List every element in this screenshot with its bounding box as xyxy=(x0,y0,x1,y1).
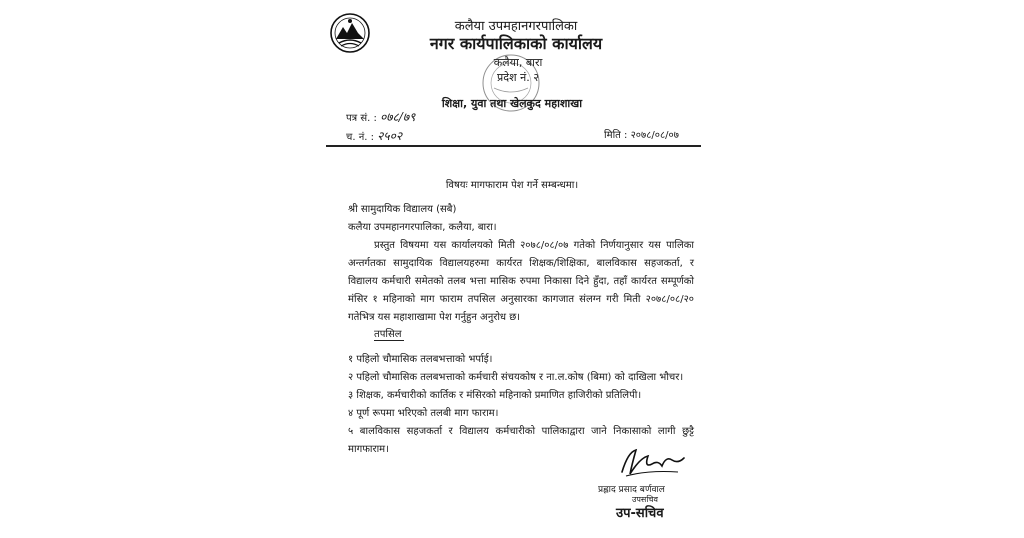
signatory-designation-small: उपसचिव xyxy=(632,495,658,504)
tapsil-underline xyxy=(374,340,404,341)
list-item: २ पहिलो चौमासिक तलबभत्ताको कर्मचारी संचयकोष र ना.ल.कोष (बिमा) को दाखिला भौचर। xyxy=(348,372,684,383)
letter-date xyxy=(604,127,679,141)
chalani-value: २५०२ xyxy=(377,129,403,143)
date-value: २०७८/०८/०७ xyxy=(630,130,679,141)
letter-subject: विषयः मागफाराम पेश गर्ने सम्बन्धमा। xyxy=(445,180,579,191)
header-divider xyxy=(326,145,701,147)
office-name: नगर कार्यपालिकाको कार्यालय xyxy=(429,34,603,53)
office-city: कलैया, बारा xyxy=(493,56,543,69)
tapsil-heading: तपसिल xyxy=(374,329,402,340)
addressee-line-1: श्री सामुदायिक विद्यालय (सबै) xyxy=(348,204,457,215)
branch-name: शिक्षा, युवा तथा खेलकुद महाशाखा xyxy=(441,97,583,110)
list-item: ३ शिक्षक, कर्मचारीको कार्तिक र मंसिरको महिनाको प्रमाणित हाजिरीको प्रतिलिपी। xyxy=(348,390,642,401)
signatory-designation-stamp: उप-सचिव xyxy=(616,506,664,521)
signatory-name: प्रह्लाद प्रसाद बर्णवाल xyxy=(598,485,665,495)
municipality-name: कलैया उपमहानगरपालिका xyxy=(454,19,578,34)
list-item: ५ बालविकास सहजकर्ता र विद्यालय कर्मचारीको पालिकाद्वारा जाने निकासाको लागी छुट्टै xyxy=(348,426,694,437)
addressee-line-2: कलैया उपमहानगरपालिका, कलैया, बारा। xyxy=(348,222,497,233)
patra-label: पत्र सं. : xyxy=(346,113,377,124)
body-line: अन्तर्गतका सामुदायिक विद्यालयहरुमा कार्यरत शिक्षक/शिक्षिका, बालविकास सहजकर्ता, र xyxy=(348,258,694,269)
office-province: प्रदेश नं. २ xyxy=(497,71,539,84)
chalani-number xyxy=(346,127,402,144)
list-item: ४ पूर्ण रूपमा भरिएको तलबी माग फाराम। xyxy=(348,408,499,419)
letter-body xyxy=(348,237,694,327)
body-line: मंसिर १ महिनाको माग फाराम तपसिल अनुसारका कागजात संलग्न गरी मिती २०७८/०८/२० xyxy=(348,294,694,305)
date-label: मिति : xyxy=(604,130,628,141)
patra-value: ०७८/७९ xyxy=(380,110,416,124)
body-line: गतेभित्र यस महाशाखामा पेश गर्नुहुन अनुरोध छ। xyxy=(348,312,521,323)
body-line: विद्यालय कर्मचारी समेतको तलब भत्ता मासिक रुपमा निकासा दिने हुँदा, तहाँ कार्यरत सम्पूर्णको xyxy=(348,276,694,287)
list-item: मागफाराम। xyxy=(348,444,389,455)
body-line: प्रस्तुत विषयमा यस कार्यालयको मिती २०७८/०८/०७ गतेको निर्णयानुसार यस पालिका xyxy=(374,240,694,251)
patra-sankhya xyxy=(346,108,415,125)
signature-icon xyxy=(618,442,688,480)
list-item: १ पहिलो चौमासिक तलबभत्ताको भर्पाई। xyxy=(348,354,493,365)
chalani-label: च. नं. : xyxy=(346,132,374,143)
